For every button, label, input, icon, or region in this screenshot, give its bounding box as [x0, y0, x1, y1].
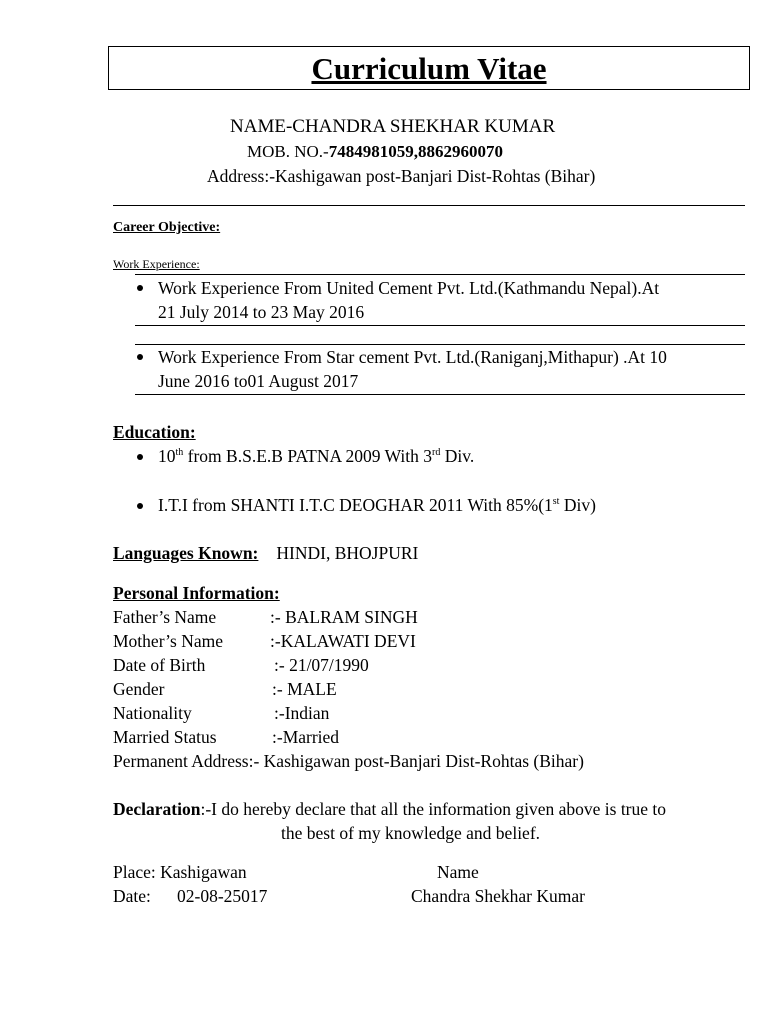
- married-status-label: Married Status: [113, 727, 217, 747]
- work-experience-heading: Work Experience:: [113, 257, 200, 271]
- divider: [113, 205, 745, 206]
- declaration-label: Declaration: [113, 799, 201, 819]
- gender-label: Gender: [113, 679, 165, 699]
- bullet-icon: [137, 354, 143, 360]
- page-title: Curriculum Vitae: [311, 51, 547, 86]
- title-box: [108, 46, 750, 90]
- candidate-name: NAME-CHANDRA SHEKHAR KUMAR: [230, 116, 556, 137]
- signature-name-value: Chandra Shekhar Kumar: [411, 886, 585, 906]
- education-heading: Education:: [113, 422, 196, 442]
- date-label: Date:: [113, 886, 151, 906]
- bullet-icon: [137, 454, 143, 460]
- signature-name-label: Name: [437, 862, 479, 882]
- married-status-value: :-Married: [272, 727, 340, 747]
- permanent-address: Permanent Address:- Kashigawan post-Banjari Dist-Rohtas (Bihar): [113, 751, 584, 771]
- declaration-line-1: [113, 799, 666, 820]
- dob-value: :- 21/07/1990: [274, 655, 369, 675]
- personal-info-heading: Personal Information:: [113, 583, 280, 603]
- mobile-label: MOB. NO.-: [247, 142, 329, 161]
- divider: [135, 394, 745, 395]
- bullet-icon: [137, 285, 143, 291]
- date-value: 02-08-25017: [177, 886, 268, 906]
- languages-line: [113, 543, 418, 564]
- nationality-value: :-Indian: [274, 703, 330, 723]
- address-line: Address:-Kashigawan post-Banjari Dist-Rohtas (Bihar): [207, 166, 596, 186]
- languages-label: Languages Known:: [113, 543, 259, 563]
- divider: [135, 274, 745, 275]
- education-item-1: 10th from B.S.E.B PATNA 2009 With 3rd Div.: [158, 446, 475, 466]
- mobile-value: 7484981059,8862960070: [328, 142, 503, 161]
- work-item-2-line1: Work Experience From Star cement Pvt. Ltd.(Raniganj,Mithapur) .At 10: [158, 347, 667, 367]
- father-name-label: Father’s Name: [113, 607, 217, 627]
- work-item-2-line2: June 2016 to01 August 2017: [158, 371, 359, 391]
- mother-name-value: :-KALAWATI DEVI: [270, 631, 416, 651]
- declaration-text-1: :-I do hereby declare that all the information given above is true to: [200, 799, 667, 819]
- gender-value: :- MALE: [272, 679, 337, 699]
- mother-name-label: Mother’s Name: [113, 631, 223, 651]
- place-line: Place: Kashigawan: [113, 862, 247, 882]
- declaration-text-2: the best of my knowledge and belief.: [281, 823, 541, 843]
- work-item-1-line2: 21 July 2014 to 23 May 2016: [158, 302, 365, 322]
- divider: [135, 325, 745, 326]
- languages-value: HINDI, BHOJPURI: [276, 543, 419, 563]
- father-name-value: :- BALRAM SINGH: [270, 607, 418, 627]
- divider: [135, 344, 745, 345]
- work-item-1-line1: Work Experience From United Cement Pvt. Ltd.(Kathmandu Nepal).At: [158, 278, 660, 298]
- dob-label: Date of Birth: [113, 655, 206, 675]
- career-objective-heading: Career Objective:: [113, 220, 221, 235]
- bullet-icon: [137, 503, 143, 509]
- education-item-2: I.T.I from SHANTI I.T.C DEOGHAR 2011 With 85%(1st Div): [158, 495, 596, 515]
- mobile-line: [247, 142, 503, 162]
- nationality-label: Nationality: [113, 703, 192, 723]
